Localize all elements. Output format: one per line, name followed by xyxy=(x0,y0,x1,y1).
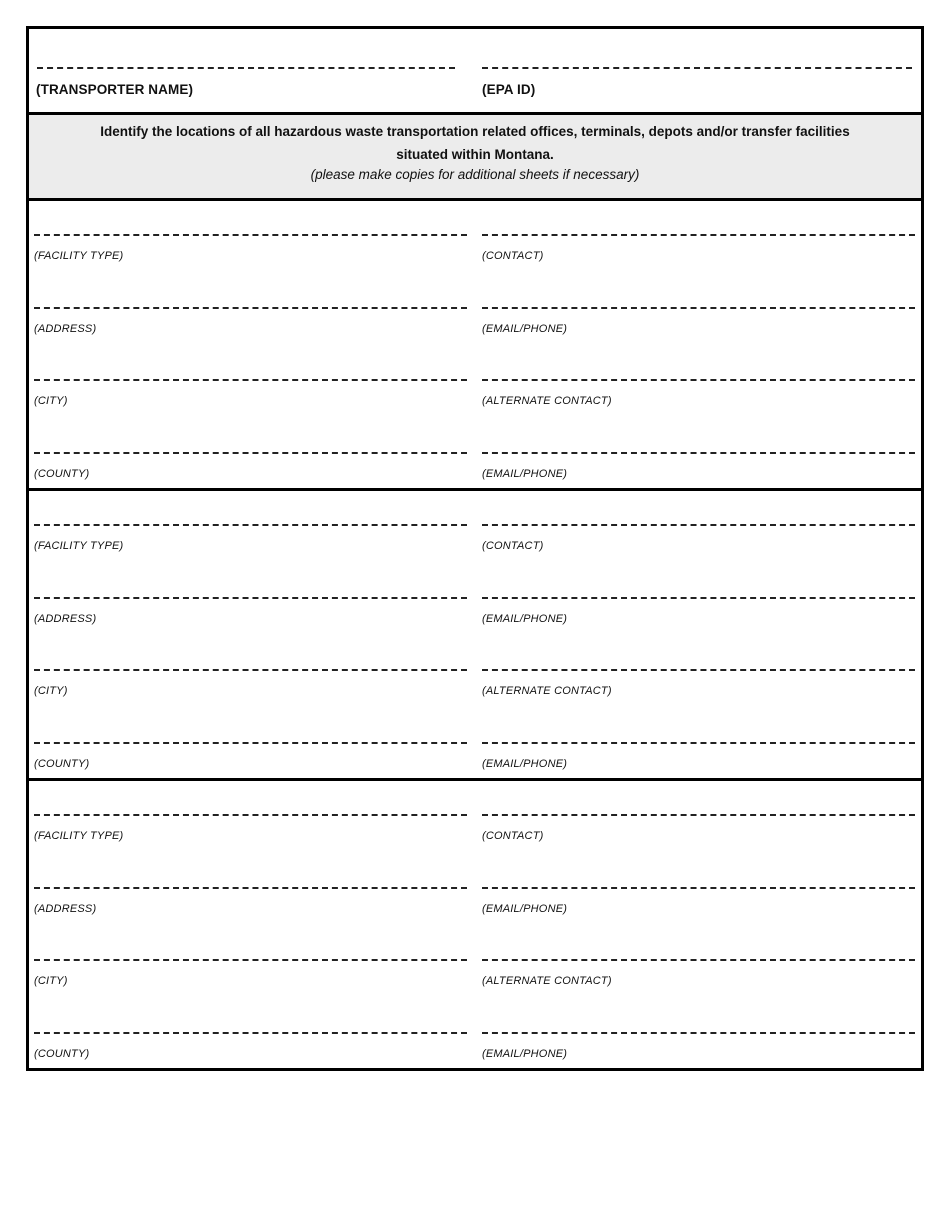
contact-label: (CONTACT) xyxy=(482,540,544,552)
transporter-header xyxy=(29,29,921,115)
alternate-contact-label: (ALTERNATE CONTACT) xyxy=(482,685,612,697)
city-field[interactable] xyxy=(34,379,467,381)
city-field[interactable] xyxy=(34,959,467,961)
email-phone-field[interactable] xyxy=(482,887,915,889)
instructions-text: Identify the locations of all hazardous waste transportation related offices, terminals, depots and/or transfer facilities situated within Montana. xyxy=(100,124,850,162)
epa-id-field[interactable] xyxy=(482,67,912,69)
facility-type-label: (FACILITY TYPE) xyxy=(34,250,124,262)
email-phone-label: (EMAIL/PHONE) xyxy=(482,613,568,625)
county-field[interactable] xyxy=(34,1032,467,1034)
city-label: (CITY) xyxy=(34,395,68,407)
city-field[interactable] xyxy=(34,669,467,671)
alternate-email-phone-field[interactable] xyxy=(482,1032,915,1034)
alternate-email-phone-label: (EMAIL/PHONE) xyxy=(482,758,568,770)
alternate-contact-field[interactable] xyxy=(482,379,915,381)
facility-type-field[interactable] xyxy=(34,234,467,236)
email-phone-field[interactable] xyxy=(482,597,915,599)
facility-type-label: (FACILITY TYPE) xyxy=(34,540,124,552)
city-label: (CITY) xyxy=(34,685,68,697)
contact-field[interactable] xyxy=(482,234,915,236)
epa-id-label: (EPA ID) xyxy=(482,82,536,97)
address-field[interactable] xyxy=(34,887,467,889)
email-phone-label: (EMAIL/PHONE) xyxy=(482,903,568,915)
facility-block-2 xyxy=(29,491,921,781)
alternate-contact-field[interactable] xyxy=(482,669,915,671)
alternate-contact-field[interactable] xyxy=(482,959,915,961)
county-field[interactable] xyxy=(34,452,467,454)
facility-type-label: (FACILITY TYPE) xyxy=(34,830,124,842)
facility-type-field[interactable] xyxy=(34,814,467,816)
county-label: (COUNTY) xyxy=(34,758,90,770)
facility-block-3 xyxy=(29,781,921,1068)
county-field[interactable] xyxy=(34,742,467,744)
contact-label: (CONTACT) xyxy=(482,250,544,262)
county-label: (COUNTY) xyxy=(34,468,90,480)
email-phone-field[interactable] xyxy=(482,307,915,309)
transporter-facility-form xyxy=(26,26,924,1071)
instructions-note: (please make copies for additional sheets if necessary) xyxy=(310,167,640,182)
contact-label: (CONTACT) xyxy=(482,830,544,842)
transporter-name-label: (TRANSPORTER NAME) xyxy=(36,82,194,97)
facility-type-field[interactable] xyxy=(34,524,467,526)
address-field[interactable] xyxy=(34,307,467,309)
address-label: (ADDRESS) xyxy=(34,903,97,915)
county-label: (COUNTY) xyxy=(34,1048,90,1060)
facility-block-1 xyxy=(29,201,921,491)
address-label: (ADDRESS) xyxy=(34,323,97,335)
alternate-email-phone-label: (EMAIL/PHONE) xyxy=(482,1048,568,1060)
address-label: (ADDRESS) xyxy=(34,613,97,625)
instructions-band xyxy=(29,115,921,201)
alternate-contact-label: (ALTERNATE CONTACT) xyxy=(482,395,612,407)
transporter-name-field[interactable] xyxy=(37,67,455,69)
city-label: (CITY) xyxy=(34,975,68,987)
alternate-email-phone-label: (EMAIL/PHONE) xyxy=(482,468,568,480)
address-field[interactable] xyxy=(34,597,467,599)
alternate-email-phone-field[interactable] xyxy=(482,742,915,744)
contact-field[interactable] xyxy=(482,814,915,816)
email-phone-label: (EMAIL/PHONE) xyxy=(482,323,568,335)
contact-field[interactable] xyxy=(482,524,915,526)
alternate-email-phone-field[interactable] xyxy=(482,452,915,454)
alternate-contact-label: (ALTERNATE CONTACT) xyxy=(482,975,612,987)
